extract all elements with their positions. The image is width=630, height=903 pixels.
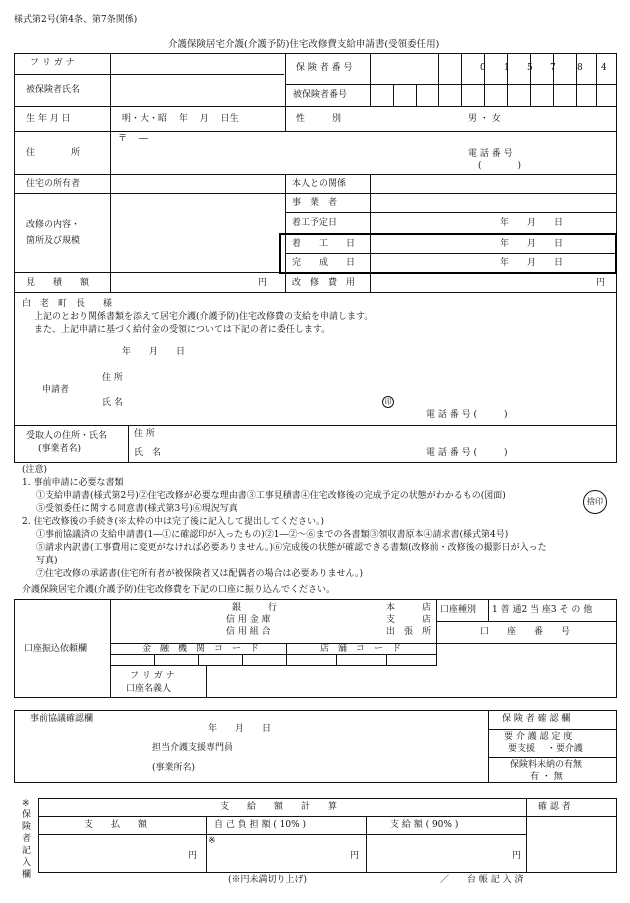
reform-label: 改修の内容・ <box>26 220 81 230</box>
bank-type-1: 銀 行 <box>232 603 278 613</box>
bank-type-3: 信 用 組 合 <box>226 627 271 637</box>
estimate-yen: 円 <box>258 278 268 288</box>
postal-mark: 〒 ― <box>118 134 148 144</box>
account-type-label: 口座種別 <box>440 605 477 615</box>
applicant-address-label: 住 所 <box>102 373 123 383</box>
address-label: 住 所 <box>26 148 81 158</box>
birthdate-value: 明・大・昭 年 月 日生 <box>122 114 239 124</box>
bank-section-label: 口座振込依頼欄 <box>24 644 88 654</box>
insurer-check-label: 保 険 者 確 認 欄 <box>502 714 571 724</box>
ledger-entry-note: ／ 台 帳 記 入 済 <box>440 875 524 885</box>
recipient-address-label: 住 所 <box>134 429 155 439</box>
mayor-addressee: 白 老 町 長 様 <box>22 299 113 309</box>
insurer-side-label: 入 <box>22 858 32 868</box>
payment-yen: 円 <box>188 851 198 861</box>
discard-seal: 捨印 <box>583 490 607 514</box>
benefit-calc-label: 支 給 額 計 算 <box>220 802 338 812</box>
self-pay-label: 自 己 負 担 額 ( 10% ) <box>214 820 307 830</box>
birthdate-label: 生 年 月 日 <box>26 114 71 124</box>
benefit-yen: 円 <box>512 851 522 861</box>
note-1a: ①支給申請書(様式第2号)②住宅改修が必要な理由書③工事見積書④住宅改修後の完成予定の状態がわかるもの(図面) <box>36 491 506 501</box>
applicant-name-label: 氏 名 <box>102 398 123 408</box>
insurer-side-label: 者 <box>22 834 32 844</box>
recipient-label: 受取人の住所・氏名 <box>26 431 108 441</box>
confirmer-label: 確 認 者 <box>538 802 571 812</box>
account-type-options: 1 普 通2 当 座3 そ の 他 <box>492 605 593 615</box>
insurer-digit: 0 <box>480 63 486 73</box>
unpaid-options: 有 ・ 無 <box>530 772 563 782</box>
recipient-name-label: 氏 名 <box>134 448 162 458</box>
note-1b: ⑤受領委任に関する同意書(様式第3号)⑥現況写真 <box>36 504 238 514</box>
rounding-note: (※円未満切り上げ) <box>228 875 308 885</box>
insurer-side-label: 険 <box>22 822 32 832</box>
prior-date: 年 月 日 <box>208 724 272 734</box>
start-label: 着 工 日 <box>292 239 356 249</box>
note-2: 2. 住宅改修後の手続き(※太枠の中は完了後に記入して提出してください。) <box>22 517 324 527</box>
branch-type-1: 本 店 <box>386 603 432 613</box>
start-date: 年 月 日 <box>500 239 564 249</box>
branch-type-3: 出 張 所 <box>386 627 432 637</box>
recipient-phone: 電 話 番 号 ( ) <box>426 448 508 458</box>
account-number-label: 口 座 番 号 <box>480 627 571 637</box>
insurer-side-label: 欄 <box>22 870 32 880</box>
form-number: 様式第2号(第4条、第7条関係) <box>14 15 138 25</box>
transfer-request: 介護保険居宅介護(介護予防)住宅改修費を下記の口座に振り込んでください。 <box>22 585 336 595</box>
complete-label: 完 成 日 <box>292 258 356 268</box>
insurer-digit: 1 <box>504 63 510 73</box>
phone-label: 電 話 番 号 <box>468 149 513 159</box>
holder-furigana-label: フ リ ガ ナ <box>130 671 175 681</box>
cost-label: 改 修 費 用 <box>292 278 356 288</box>
care-level-label: 要 介 護 認 定 度 <box>504 732 573 742</box>
applicant-phone: 電 話 番 号 ( ) <box>426 410 508 420</box>
insurer-number-label: 保 険 者 番 号 <box>296 63 353 73</box>
delegation-statement: また、上記申請に基づく給付金の受領については下記の者に委任します。 <box>34 325 331 335</box>
office-name-label: (事業所名) <box>152 763 196 773</box>
insurer-side-label: ※ <box>22 799 30 809</box>
account-holder-label: 口座名義人 <box>126 684 172 694</box>
bank-type-2: 信 用 金 庫 <box>226 615 271 625</box>
institution-code-label: 金 融 機 関 コ ー ド <box>142 644 260 654</box>
benefit-amount-label: 支 給 額 ( 90% ) <box>390 820 459 830</box>
phone-paren: ( ) <box>478 161 522 171</box>
relation-label: 本人との関係 <box>292 179 347 189</box>
note-1: 1. 事前申請に必要な書類 <box>22 478 124 488</box>
complete-date: 年 月 日 <box>500 258 564 268</box>
care-manager-label: 担当介護支援専門員 <box>152 743 234 753</box>
note-2b: ⑤請求内訳書(工事費用に変更がなければ必要ありません。)⑥完成後の状態が確認できる書類(改修前・改修後の撮影日が入った <box>36 543 547 553</box>
insured-name-label: 被保険者氏名 <box>26 85 81 95</box>
care-level-options: 要支援 ・要介護 <box>508 744 583 754</box>
insurer-side-label: 保 <box>22 810 32 820</box>
owner-label: 住宅の所有者 <box>26 179 81 189</box>
application-statement: 上記のとおり関係書類を添えて居宅介護(介護予防)住宅改修費の支給を申請します。 <box>34 312 374 322</box>
unpaid-label: 保険料未納の有無 <box>510 760 583 770</box>
application-date: 年 月 日 <box>122 347 186 357</box>
note-2d: ⑦住宅改修の承諾書(住宅所有者が被保険者又は配偶者の場合は必要ありません。) <box>36 569 364 579</box>
furigana-label: フ リ ガ ナ <box>30 58 75 68</box>
sex-label: 性 別 <box>296 114 342 124</box>
insurer-digit: 4 <box>601 63 607 73</box>
payment-label: 支 払 額 <box>84 820 148 830</box>
form-title: 介護保険居宅介護(介護予防)住宅改修費支給申請書(受領委任用) <box>168 39 440 50</box>
contractor-label: 事 業 者 <box>292 198 338 208</box>
insurer-side-label: 記 <box>22 846 32 856</box>
applicant-label: 申請者 <box>42 385 70 395</box>
cost-yen: 円 <box>596 278 606 288</box>
insured-number-label: 被保険者番号 <box>293 90 348 100</box>
insurer-digit: 7 <box>550 63 556 73</box>
start-plan-date: 年 月 日 <box>500 218 564 228</box>
insurer-digit: 5 <box>527 63 533 73</box>
note-2c: 写真) <box>36 556 58 566</box>
branch-code-label: 店 舗 コ ー ド <box>320 644 402 654</box>
start-plan-label: 着工予定日 <box>292 218 338 228</box>
recipient-sub-label: (事業者名) <box>38 444 82 454</box>
branch-type-2: 支 店 <box>386 615 432 625</box>
estimate-label: 見 積 額 <box>26 278 90 288</box>
self-pay-yen: 円 <box>350 851 360 861</box>
note-2a: ①事前協議済の支給申請書(1―①に確認印が入ったもの)②1―②～⑥までの各書類③領収書原本④請求書(様式第4号) <box>36 530 509 540</box>
prior-consultation-label: 事前協議確認欄 <box>30 714 94 724</box>
self-pay-asterisk: ※ <box>208 836 216 846</box>
seal-mark: 印 <box>382 396 394 408</box>
insurer-digit: 8 <box>577 63 583 73</box>
sex-value: 男 ・ 女 <box>468 114 501 124</box>
notes-heading: (注意) <box>22 465 48 475</box>
reform-label: 箇所及び規模 <box>26 236 81 246</box>
